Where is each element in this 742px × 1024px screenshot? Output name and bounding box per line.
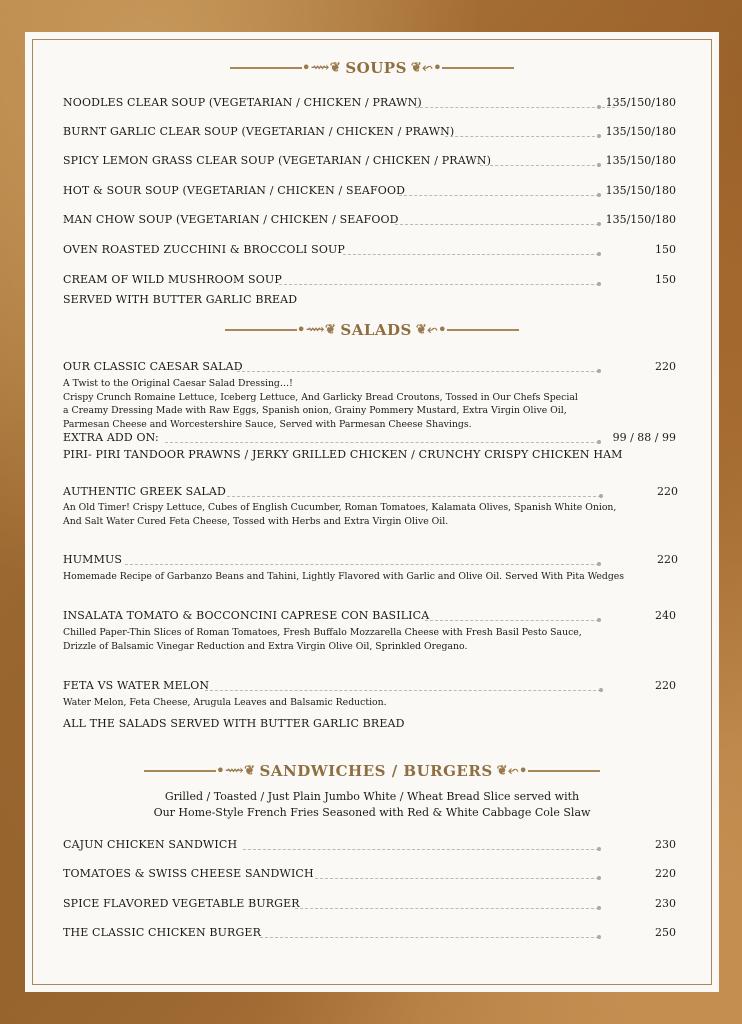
salads-title: SALADS [340,321,412,339]
soup-item-price: 135/150/180 [605,125,676,138]
dot-leader [295,908,599,909]
dot-leader [395,224,599,225]
salad-item-name: FETA VS WATER MELON [63,679,210,692]
flourish-right-icon: ❦⬿• [415,322,447,338]
sandwich-item-name: SPICE FLAVORED VEGETABLE BURGER [63,897,300,910]
soup-item-name: NOODLES CLEAR SOUP (VEGETARIAN / CHICKEN / PRAWN) [63,96,422,109]
salad-item-price: 220 [657,553,678,566]
flourish-left-icon: •⟿❦ [216,763,256,779]
dot-leader [343,254,599,255]
ornament-line [230,67,302,69]
ornament-line [442,67,514,69]
dot-leader [480,165,600,166]
salad-description [63,570,624,584]
description-line: Crispy Crunch Romaine Lettuce, Iceberg Lettuce, And Garlicky Bread Croutons, Tossed in Our Chefs Special [63,391,578,403]
flourish-right-icon: ❦⬿• [410,60,443,76]
salad-description [63,377,578,431]
salad-description [63,501,616,528]
dot-leader [227,496,601,497]
salad-item-name: INSALATA TOMATO & BOCCONCINI CAPRESE CON BASILICA [63,609,430,622]
salads-note: ALL THE SALADS SERVED WITH BUTTER GARLIC BREAD [63,717,405,730]
soup-item-name: OVEN ROASTED ZUCCHINI & BROCCOLI SOUP [63,243,345,256]
soup-item-name: HOT & SOUR SOUP (VEGETARIAN / CHICKEN / SEAFOOD [63,184,406,197]
extra-add-on-price: 99 / 88 / 99 [612,431,676,444]
description-line: A Twist to the Original Caesar Salad Dressing…! [63,378,293,389]
salad-item-price: 220 [655,360,676,373]
sandwich-item-price: 230 [655,838,676,851]
dot-leader [205,690,601,691]
soup-item-price: 135/150/180 [605,154,676,167]
subtitle-line: Our Home-Style French Fries Seasoned with Red & White Cabbage Cole Slaw [153,806,591,819]
extra-add-on-items: PIRI- PIRI TANDOOR PRAWNS / JERKY GRILLED CHICKEN / CRUNCHY CRISPY CHICKEN HAM [63,448,623,461]
soup-item-price: 135/150/180 [605,96,676,109]
menu-page [25,32,719,992]
salad-item-name: AUTHENTIC GREEK SALAD [63,485,226,498]
extra-add-on-label: EXTRA ADD ON: [63,431,159,444]
dot-leader [237,371,599,372]
description-line: Homemade Recipe of Garbanzo Beans and Tahini, Lightly Flavored with Garlic and Olive Oil. Served With Pita Wedges [63,571,625,582]
dot-leader [399,195,599,196]
sandwich-item-price: 230 [655,897,676,910]
salad-item-name: OUR CLASSIC CAESAR SALAD [63,360,243,373]
sandwich-item-name: CAJUN CHICKEN SANDWICH [63,838,238,851]
ornament-line [225,329,297,331]
dot-leader [243,849,599,850]
dot-leader [415,107,615,108]
sandwich-item-price: 250 [655,926,676,939]
flourish-right-icon: ❦⬿• [496,763,528,779]
subtitle-line: Grilled / Toasted / Just Plain Jumbo White / Wheat Bread Slice served with [164,790,580,803]
dot-leader [125,564,599,565]
salad-item-price: 240 [655,609,676,622]
dot-leader [279,284,599,285]
soup-item-price: 135/150/180 [605,184,676,197]
description-line: Drizzle of Balsamic Vinegar Reduction and Extra Virgin Olive Oil, Sprinkled Oregano. [63,640,468,652]
sandwich-item-price: 220 [655,867,676,880]
soups-note: SERVED WITH BUTTER GARLIC BREAD [63,293,298,306]
salad-item-name: HUMMUS [63,553,123,566]
description-line: a Creamy Dressing Made with Raw Eggs, Spanish onion, Grainy Pommery Mustard, Extra Virgin Olive Oil, [63,405,567,416]
dot-leader [425,620,599,621]
description-line: Water Melon, Feta Cheese, Arugula Leaves and Balsamic Reduction. [63,697,387,708]
dot-leader [445,136,600,137]
salads-heading [25,320,719,339]
soup-item-price: 150 [655,243,676,256]
salad-description [63,696,387,710]
dot-leader [315,878,599,879]
salad-description [63,626,582,653]
sandwiches-subtitle [25,789,719,821]
dot-leader [260,937,599,938]
soup-item-name: CREAM OF WILD MUSHROOM SOUP [63,273,282,286]
salad-item-price: 220 [657,485,678,498]
description-line: An Old Timer! Crispy Lettuce, Cubes of English Cucumber, Roman Tomatoes, Kalamata Olives, Spanish White Onion, [63,502,617,513]
dot-leader [165,442,599,443]
sandwiches-heading [25,761,719,780]
ornament-line [447,329,519,331]
soup-item-name: BURNT GARLIC CLEAR SOUP (VEGETARIAN / CHICKEN / PRAWN) [63,125,455,138]
description-line: Chilled Paper-Thin Slices of Roman Tomatoes, Fresh Buffalo Mozzarella Cheese with Fresh Basil Pesto Sauce, [63,627,582,638]
soups-title: SOUPS [345,59,407,77]
soup-item-name: SPICY LEMON GRASS CLEAR SOUP (VEGETARIAN / CHICKEN / PRAWN) [63,154,492,167]
soup-item-price: 150 [655,273,676,286]
description-line: Parmesan Cheese and Worcestershire Sauce, Served with Parmesan Cheese Shavings. [63,418,472,430]
sandwiches-title: SANDWICHES / BURGERS [259,762,493,780]
soup-item-price: 135/150/180 [605,213,676,226]
description-line: And Salt Water Cured Feta Cheese, Tossed with Herbs and Extra Virgin Olive Oil. [63,515,449,527]
soups-heading [25,58,719,77]
sandwich-item-name: THE CLASSIC CHICKEN BURGER [63,926,262,939]
ornament-line [528,770,600,772]
sandwich-item-name: TOMATOES & SWISS CHEESE SANDWICH [63,867,314,880]
flourish-left-icon: •⟿❦ [297,322,337,338]
ornament-line [144,770,216,772]
salad-item-price: 220 [655,679,676,692]
soup-item-name: MAN CHOW SOUP (VEGETARIAN / CHICKEN / SEAFOOD [63,213,399,226]
flourish-left-icon: •⟿❦ [301,60,342,76]
